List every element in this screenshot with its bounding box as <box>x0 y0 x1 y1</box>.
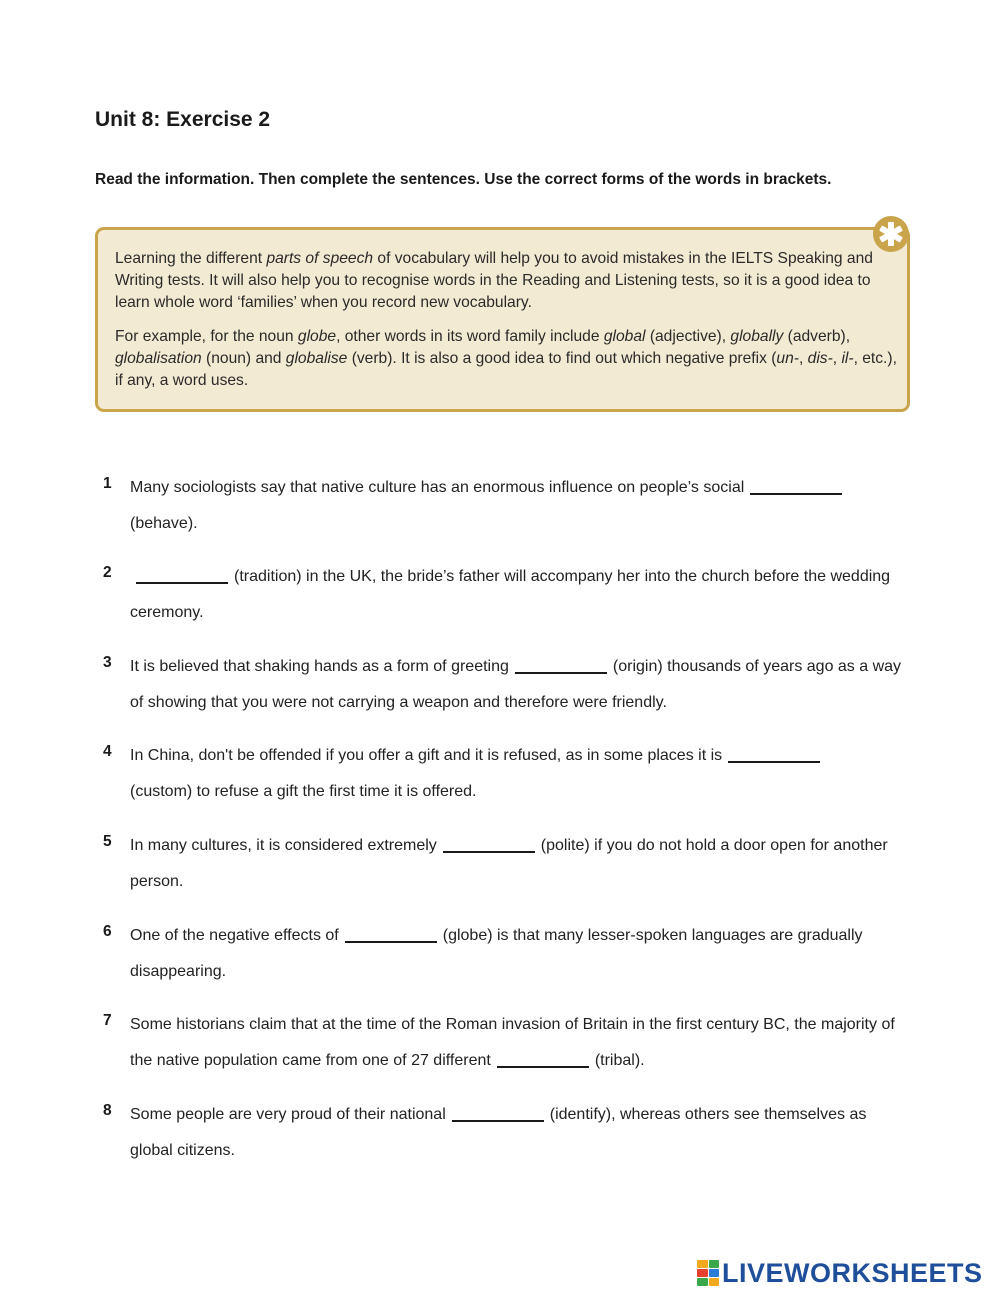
question-number: 7 <box>103 1012 112 1029</box>
question-text: In many cultures, it is considered extremely (polite) if you do not hold a door open for another person. <box>130 828 908 900</box>
star-icon <box>873 216 909 252</box>
logo-text: LIVEWORKSHEETS <box>722 1257 983 1288</box>
question-text: In China, don't be offended if you offer a gift and it is refused, as in some places it is (custom) to refuse a gift the first time it is offered. <box>130 738 908 810</box>
answer-blank[interactable] <box>750 475 842 495</box>
answer-blank[interactable] <box>515 654 607 674</box>
question-text: One of the negative effects of (globe) is that many lesser-spoken languages are gradually disappearing. <box>130 918 908 990</box>
info-paragraph-1: Learning the different parts of speech of vocabulary will help you to avoid mistakes in the IELTS Speaking and Writing tests. It will also help you to recognise words in the Reading and Listening tests, so it is a good idea to learn whole word ‘families’ when you record new vocabulary. <box>115 250 873 311</box>
answer-blank[interactable] <box>452 1102 544 1122</box>
logo-blocks-icon <box>697 1260 719 1286</box>
question-number: 1 <box>103 475 112 492</box>
question-text: Some historians claim that at the time of the Roman invasion of Britain in the first century BC, the majority of the native population came from one of 27 different (tribal). <box>130 1016 895 1069</box>
question-text: Many sociologists say that native culture has an enormous influence on people’s social (behave). <box>130 470 908 542</box>
info-paragraph-2: For example, for the noun globe, other words in its word family include global (adjective), globally (adverb), globalisation (noun) and globalise (verb). It is also a good idea to find out which negative prefix (un-, dis-, il-, etc.), if any, a word uses. <box>115 328 897 389</box>
page-title: Unit 8: Exercise 2 <box>95 108 271 131</box>
answer-blank[interactable] <box>345 923 437 943</box>
answer-blank[interactable] <box>136 564 228 584</box>
answer-blank[interactable] <box>497 1048 589 1068</box>
question-text: It is believed that shaking hands as a form of greeting (origin) thousands of years ago as a way of showing that you were not carrying a weapon and therefore were friendly. <box>130 649 908 721</box>
question-number: 2 <box>103 564 112 581</box>
info-box <box>95 227 910 412</box>
question-text: (tradition) in the UK, the bride’s father will accompany her into the church before the wedding ceremony. <box>130 559 908 631</box>
answer-blank[interactable] <box>728 743 820 763</box>
question-number: 4 <box>103 743 112 760</box>
question-number: 5 <box>103 833 112 850</box>
answer-blank[interactable] <box>443 833 535 853</box>
question-number: 6 <box>103 923 112 940</box>
question-number: 3 <box>103 654 112 671</box>
question-number: 8 <box>103 1102 112 1119</box>
liveworksheets-logo <box>697 1256 983 1290</box>
question-text: Some people are very proud of their national (identify), whereas others see themselves as global citizens. <box>130 1097 908 1169</box>
instructions: Read the information. Then complete the sentences. Use the correct forms of the words in brackets. <box>95 171 832 188</box>
